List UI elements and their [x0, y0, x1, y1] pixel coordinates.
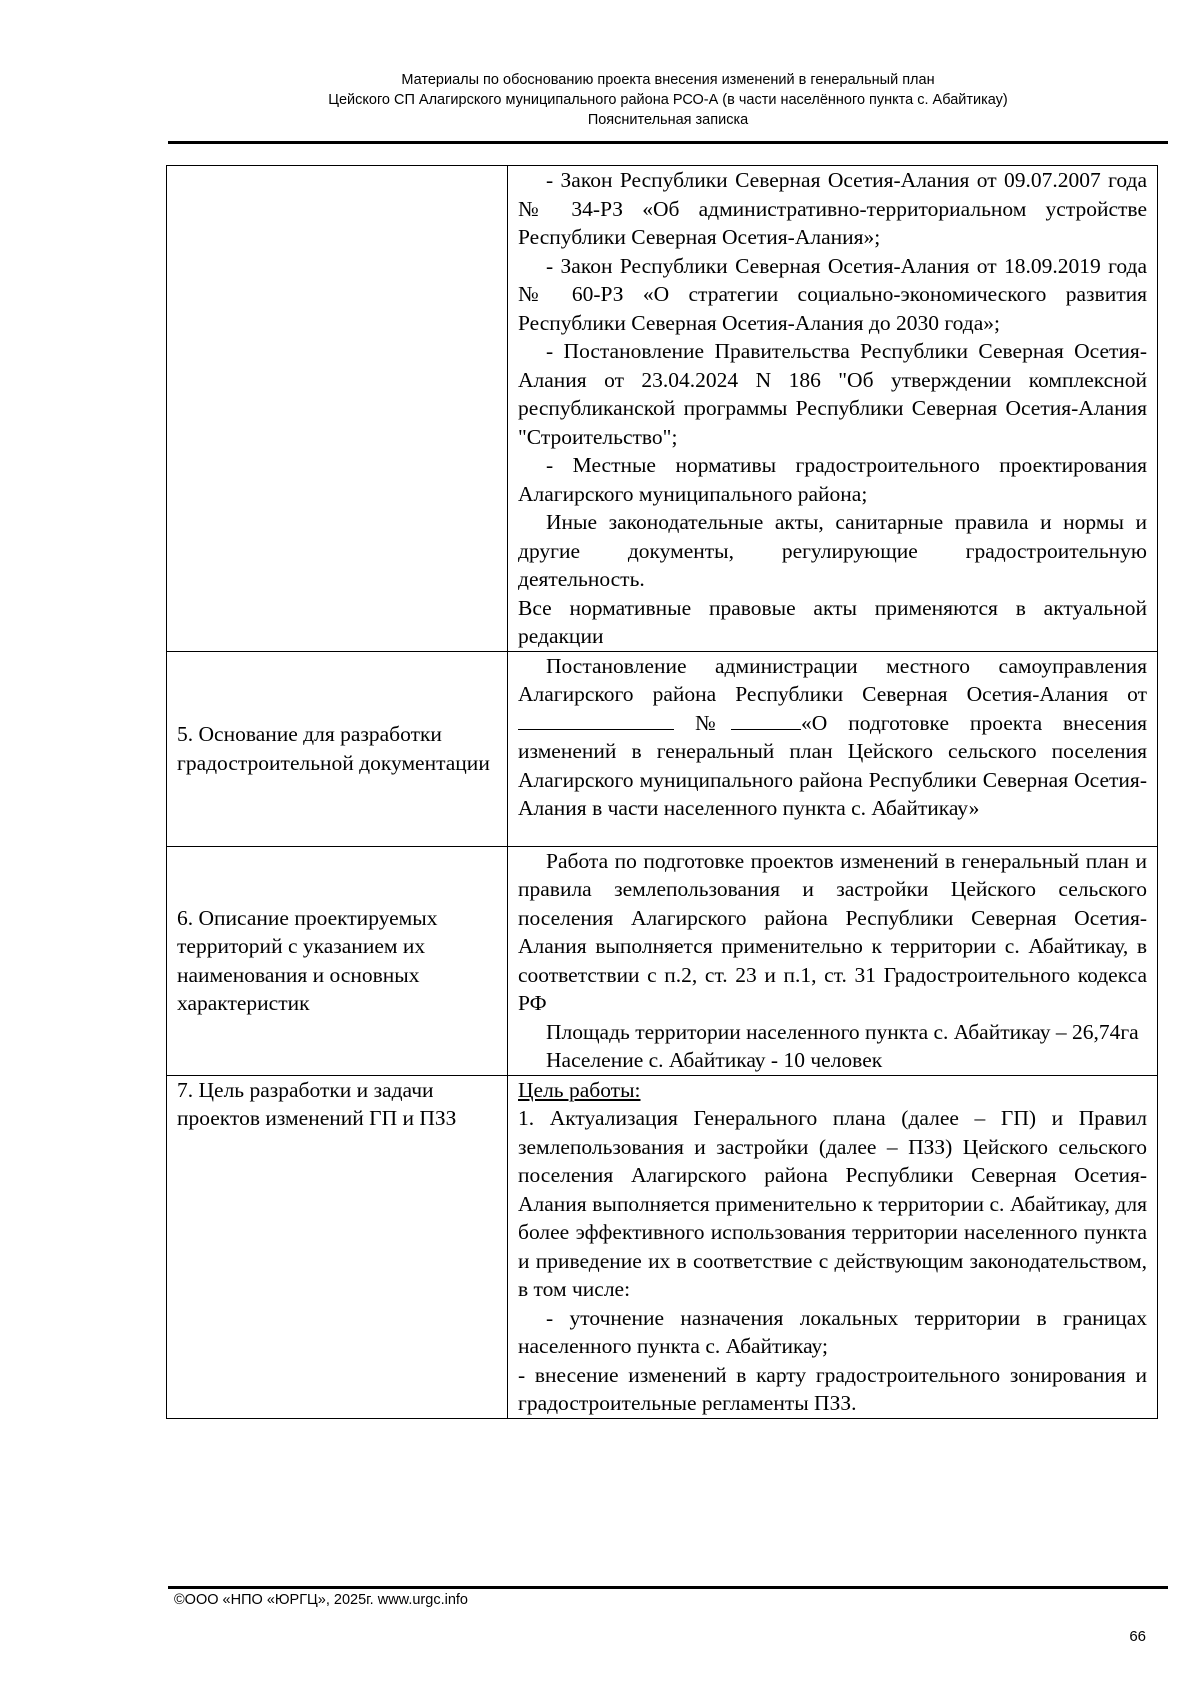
table-row: [167, 166, 1158, 652]
header-line-1: Материалы по обоснованию проекта внесения изменений в генеральный план: [401, 72, 935, 88]
header-line-2: Цейского СП Алагирского муниципального района РСО-А (в части населённого пункта с. Абайтикау): [328, 92, 1008, 108]
header-line-3: Пояснительная записка: [587, 112, 749, 128]
table-row: [167, 846, 1158, 1075]
goal-subitem-1: - уточнение назначения локальных территории в границах населенного пункта с. Абайтикау;: [518, 1305, 1147, 1358]
law-item-186: - Постановление Правительства Республики Северная Осетия-Алания от 23.04.2024 N 186 "Об утверждении комплексной республиканской программы Республики Северная Осетия-Алания "Строительство";: [518, 339, 1147, 449]
running-header: [168, 70, 1168, 130]
row-label-empty: [167, 166, 508, 652]
law-item-local-norms: - Местные нормативы градостроительного проектирования Алагирского муниципального района;: [518, 453, 1147, 506]
goal-item-1: 1. Актуализация Генерального плана (далее – ГП) и Правил землепользования и застройки (далее – ПЗЗ) Цейского сельского поселения Алагирского района Республики Северная Осетия-Алания выполняется применительно к территории с. Абайтикау, для более эффективного использования территории населенного пункта и приведение их в соответствие с действующим законодательством, в том числе:: [518, 1106, 1147, 1301]
territory-description: Работа по подготовке проектов изменений в генеральный план и правила землепользования и застройки Цейского сельского поселения Алагирского района Республики Северная Осетия-Алания выполняется применительно к территории с. Абайтикау, в соответствии с п.2, ст. 23 и п.1, ст. 31 Градостроительного кодекса РФ: [518, 848, 1147, 1015]
goal-heading: Цель работы:: [518, 1077, 641, 1102]
basis-resolution: [518, 652, 1147, 823]
territory-population: Население с. Абайтикау - 10 человек: [546, 1048, 883, 1072]
basis-resolution-part2: «О подготовке проекта внесения изменений в генеральный план Цейского сельского поселения Алагирского муниципального района Республики Северная Осетия-Алания в части населенного пункта с. Абайтикау»: [518, 710, 1148, 820]
law-item-60rz: - Закон Республики Северная Осетия-Алания от 18.09.2019 года № 60-РЗ «О стратегии социально-экономического развития Республики Северная Осетия-Алания до 2030 года»;: [518, 253, 1147, 335]
number-sign: №: [694, 710, 732, 735]
territory-area: Площадь территории населенного пункта с. Абайтикау – 26,74га: [546, 1019, 1139, 1044]
row-label-territory: 6. Описание проектируемых территорий с указанием их наименования и основных характеристик: [167, 846, 508, 1075]
row-content-basis: [508, 651, 1158, 846]
law-item-34rz: - Закон Республики Северная Осетия-Алания от 09.07.2007 года № 34-РЗ «Об административно-территориальном устройстве Республики Северная Осетия-Алания»;: [518, 168, 1147, 249]
row-label-goal: 7. Цель разработки и задачи проектов изменений ГП и ПЗЗ: [167, 1075, 508, 1418]
law-item-other-acts: Иные законодательные акты, санитарные правила и нормы и другие документы, регулирующие градостроительную деятельность.: [518, 510, 1147, 591]
basis-resolution-part1: Постановление администрации местного самоуправления Алагирского района Республики Северная Осетия-Алания от: [518, 653, 1147, 706]
goal-subitem-2: - внесение изменений в карту градостроительного зонирования и градостроительные регламенты ПЗЗ.: [518, 1362, 1147, 1415]
row-content-territory: [508, 846, 1158, 1075]
footer-divider: [168, 1586, 1168, 1589]
table-row: [167, 1075, 1158, 1418]
row-content-goal: [508, 1075, 1158, 1418]
table-row: [167, 651, 1158, 846]
row-label-basis: 5. Основание для разработки градостроительной документации: [167, 651, 508, 846]
law-item-current-edition: Все нормативные правовые акты применяются в актуальной редакции: [518, 595, 1147, 648]
page-number: 66: [1129, 1628, 1146, 1645]
requirements-table: [166, 165, 1158, 1419]
footer-copyright: ©ООО «НПО «ЮРГЦ», 2025г. www.urgc.info: [174, 1592, 468, 1608]
date-blank: [518, 709, 674, 730]
header-divider: [168, 141, 1168, 144]
number-blank: [731, 709, 801, 730]
row-content-laws: [508, 166, 1158, 652]
